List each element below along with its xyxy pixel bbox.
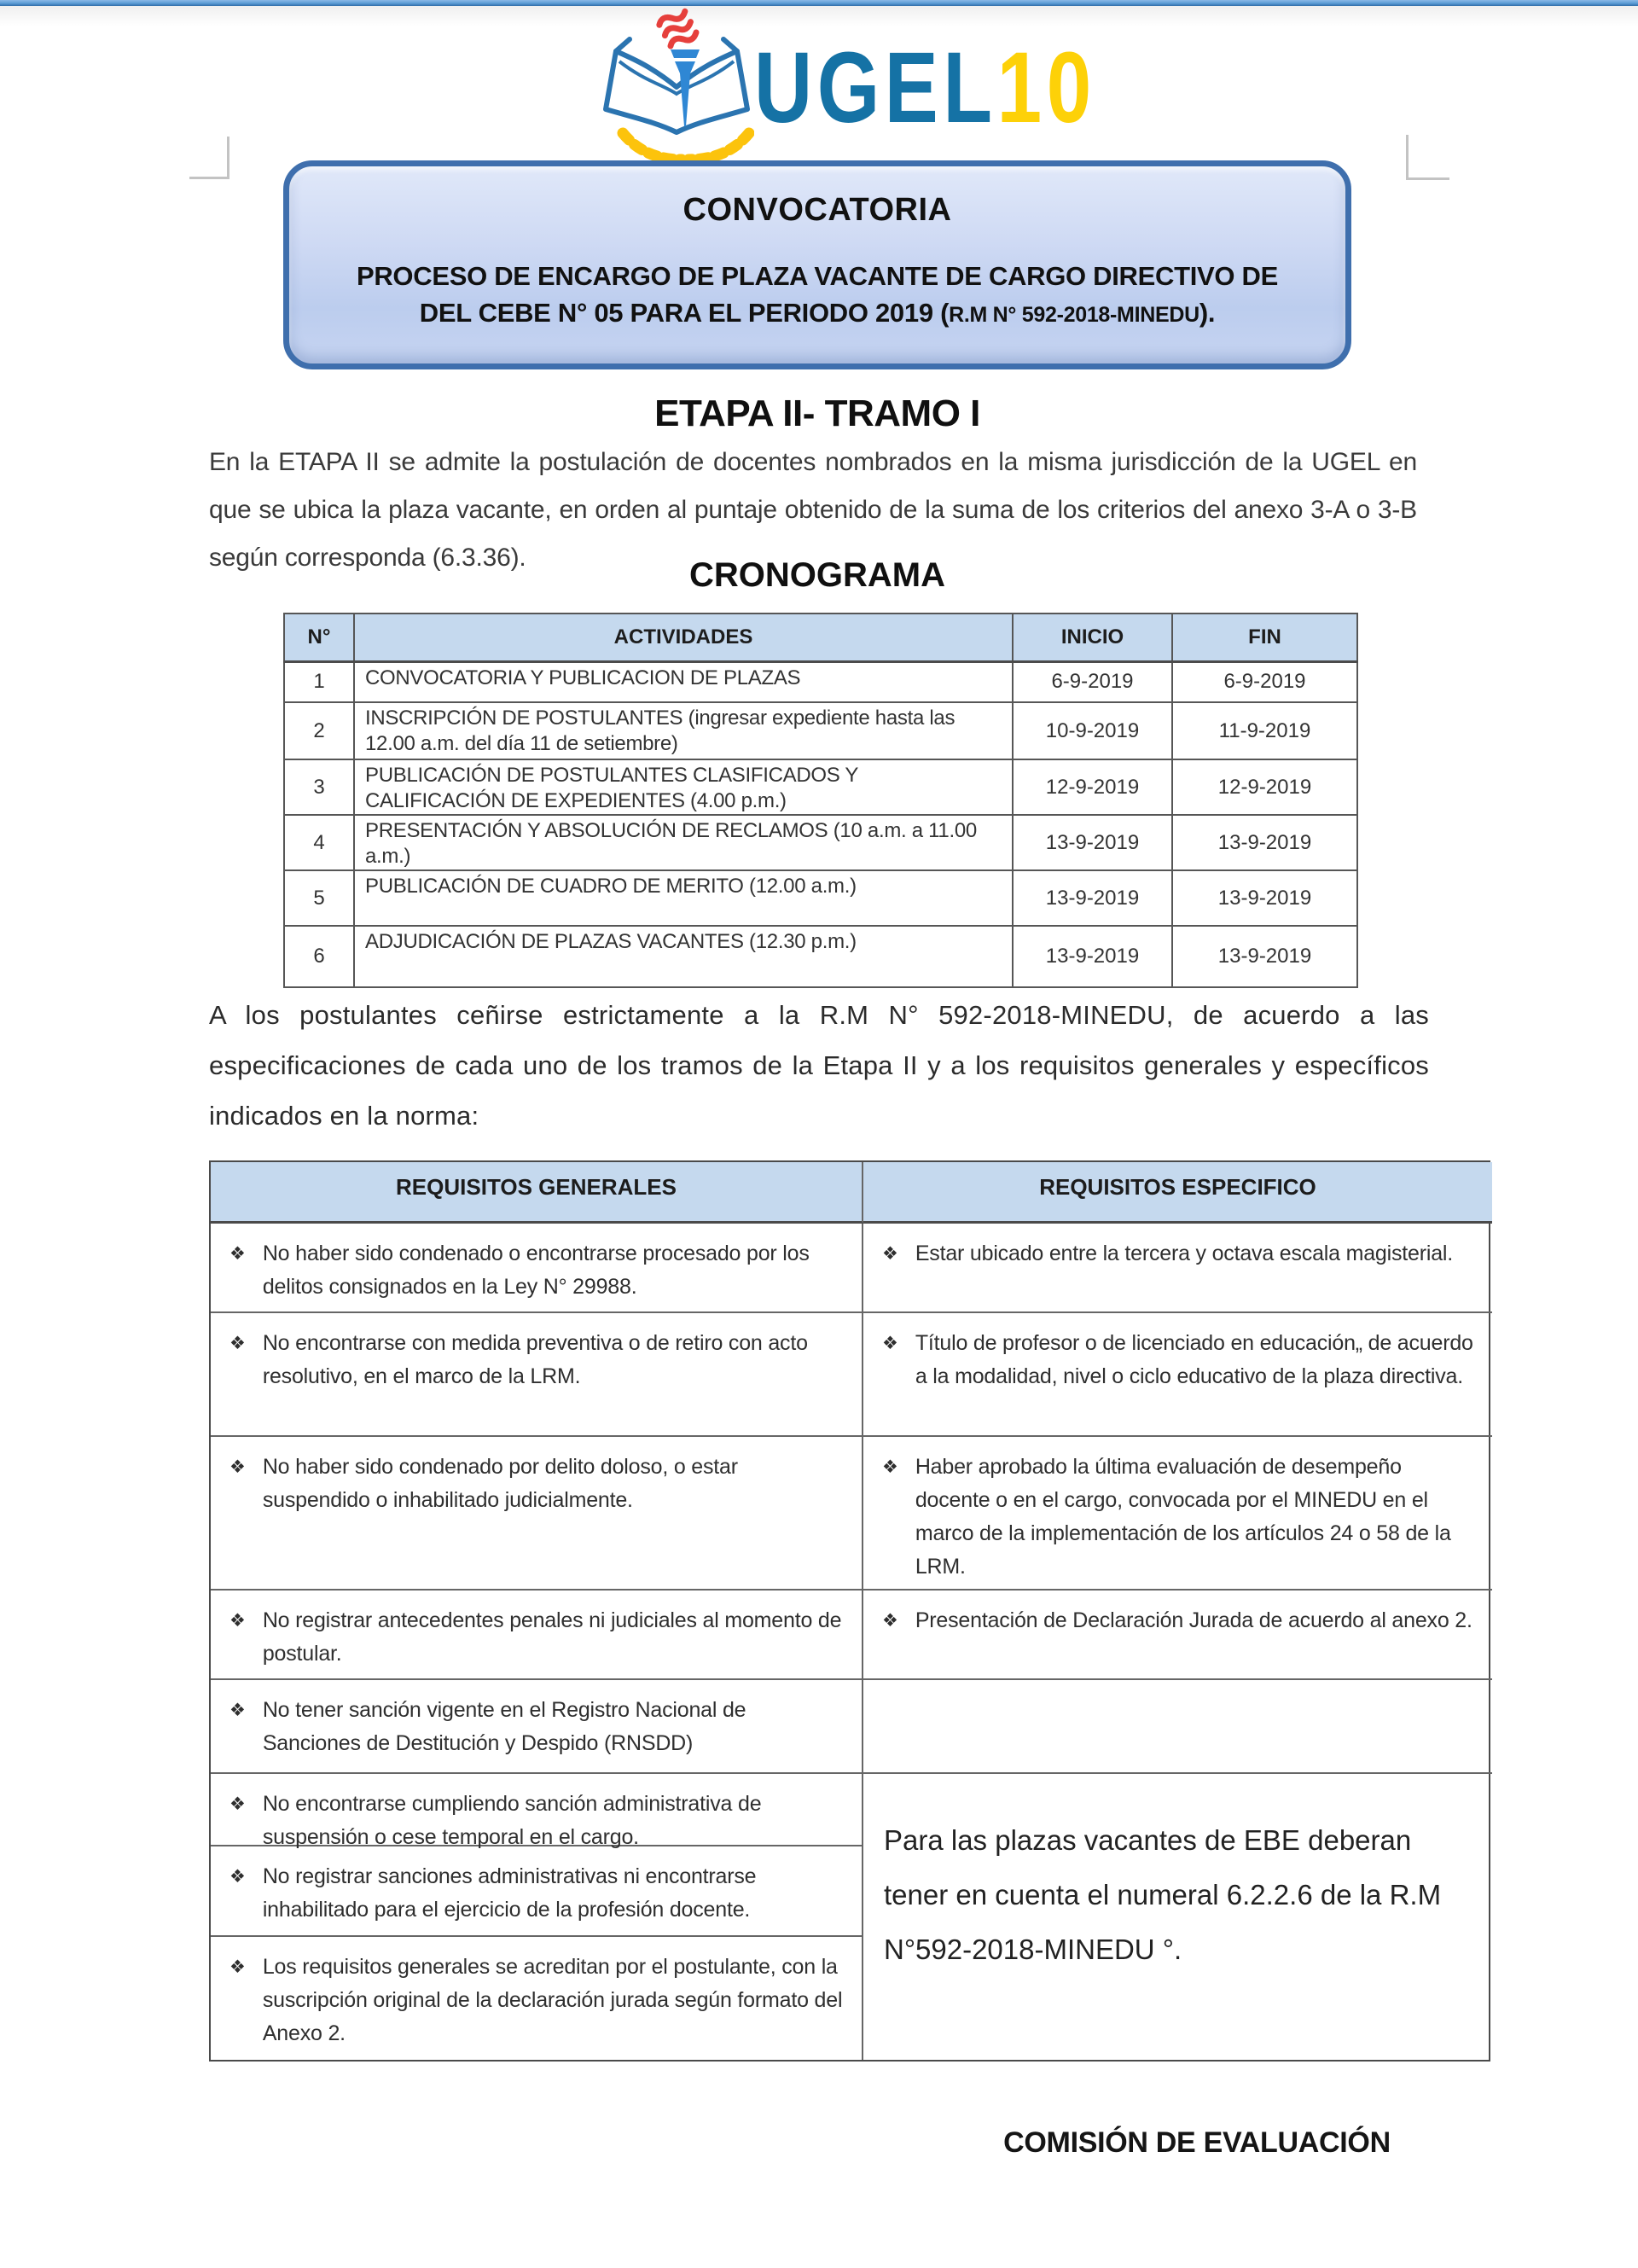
convocatoria-box	[283, 160, 1351, 369]
diamond-bullet-icon: ❖	[229, 1867, 246, 1887]
row-number: 4	[284, 815, 354, 870]
req-especifico-item	[863, 1224, 1492, 1313]
col-header-actividades: ACTIVIDADES	[354, 614, 1013, 661]
diamond-bullet-icon: ❖	[229, 1334, 246, 1353]
subtitle-line1: PROCESO DE ENCARGO DE PLAZA VACANTE DE CARGO DIRECTIVO DE	[356, 261, 1279, 291]
diamond-bullet-icon: ❖	[229, 1611, 246, 1631]
req-general-item	[211, 1846, 863, 1937]
logo-text-10: 10	[996, 32, 1096, 144]
req-text: No haber sido condenado o encontrarse procesado por los delitos consignados en la Ley N° 29988.	[262, 1242, 810, 1299]
ugel-logo-wordmark	[754, 32, 1096, 144]
subtitle-line2-rm: R.M N° 592-2018-MINEDU	[949, 303, 1199, 327]
diamond-bullet-icon: ❖	[229, 1457, 246, 1477]
row-actividad: PUBLICACIÓN DE POSTULANTES CLASIFICADOS Y CALIFICACIÓN DE EXPEDIENTES (4.00 p.m.)	[354, 759, 1013, 815]
row-inicio: 12-9-2019	[1013, 759, 1172, 815]
diamond-bullet-icon: ❖	[882, 1334, 898, 1353]
row-actividad: PRESENTACIÓN Y ABSOLUCIÓN DE RECLAMOS (10 a.m. a 11.00 a.m.)	[354, 815, 1013, 870]
req-header-especifico: REQUISITOS ESPECIFICO	[863, 1162, 1492, 1224]
diamond-bullet-icon: ❖	[229, 1701, 246, 1720]
row-inicio: 10-9-2019	[1013, 702, 1172, 759]
col-header-fin: FIN	[1172, 614, 1357, 661]
table-row	[284, 870, 1357, 926]
row-fin: 11-9-2019	[1172, 702, 1357, 759]
table-row	[284, 815, 1357, 870]
diamond-bullet-icon: ❖	[229, 1794, 246, 1814]
table-row	[284, 926, 1357, 987]
row-number: 1	[284, 661, 354, 702]
logo-text-ugel: UGEL	[754, 32, 997, 144]
req-general-item	[211, 1224, 863, 1313]
req-header-generales: REQUISITOS GENERALES	[211, 1162, 863, 1224]
row-actividad: ADJUDICACIÓN DE PLAZAS VACANTES (12.30 p.m.)	[354, 926, 1013, 987]
top-blue-bar	[0, 0, 1638, 6]
req-general-item	[211, 1680, 863, 1774]
req-text: No tener sanción vigente en el Registro Nacional de Sanciones de Destitución y Despido (RNSDD)	[262, 1698, 746, 1755]
etapa-intro-paragraph: En la ETAPA II se admite la postulación de docentes nombrados en la misma jurisdicción de la UGEL en que se ubica la plaza vacante, en orden al puntaje obtenido de la suma de los criterios del anexo 3-A o 3-B según corresponda (6.3.36).	[209, 448, 1417, 572]
req-text: Los requisitos generales se acreditan por el postulante, con la suscripción original de la declaración jurada según formato del Anexo 2.	[262, 1955, 843, 2045]
row-inicio: 13-9-2019	[1013, 815, 1172, 870]
diamond-bullet-icon: ❖	[229, 1957, 246, 1977]
col-header-inicio: INICIO	[1013, 614, 1172, 661]
diamond-bullet-icon: ❖	[229, 1244, 246, 1264]
row-fin: 13-9-2019	[1172, 926, 1357, 987]
table-row	[284, 661, 1357, 702]
req-text: Presentación de Declaración Jurada de acuerdo al anexo 2.	[915, 1608, 1472, 1632]
row-number: 6	[284, 926, 354, 987]
ugel-book-torch-icon	[599, 5, 754, 166]
req-general-item	[211, 1313, 863, 1437]
cronograma-table	[283, 613, 1358, 988]
cronograma-header-row	[284, 614, 1357, 661]
row-actividad: INSCRIPCIÓN DE POSTULANTES (ingresar expediente hasta las 12.00 a.m. del día 11 de setiembre)	[354, 702, 1013, 759]
req-general-item	[211, 1437, 863, 1591]
col-header-n: N°	[284, 614, 354, 661]
row-inicio: 13-9-2019	[1013, 870, 1172, 926]
subtitle-line2-pre: DEL CEBE N° 05 PARA EL PERIODO 2019 (	[419, 298, 950, 328]
row-inicio: 13-9-2019	[1013, 926, 1172, 987]
diamond-bullet-icon: ❖	[882, 1244, 898, 1264]
table-row	[284, 702, 1357, 759]
table-row	[284, 759, 1357, 815]
req-text: Haber aprobado la última evaluación de desempeño docente o en el cargo, convocada por el MINEDU en el marco de la implementación de los artículos 24 o 58 de la LRM.	[915, 1455, 1451, 1579]
diamond-bullet-icon: ❖	[882, 1457, 898, 1477]
row-number: 3	[284, 759, 354, 815]
subtitle-line2-post: ).	[1199, 298, 1216, 328]
comision-evaluacion-signature: COMISIÓN DE EVALUACIÓN	[1003, 2126, 1391, 2159]
req-text: No haber sido condenado por delito doloso, o estar suspendido o inhabilitado judicialmente.	[262, 1455, 738, 1512]
req-text: No encontrarse cumpliendo sanción administrativa de suspensión o cese temporal en el cargo.	[262, 1792, 762, 1849]
req-especifico-item	[863, 1591, 1492, 1680]
req-especifico-item	[863, 1437, 1492, 1591]
row-actividad: PUBLICACIÓN DE CUADRO DE MERITO (12.00 a.m.)	[354, 870, 1013, 926]
req-especifico-item	[863, 1313, 1492, 1437]
row-fin: 12-9-2019	[1172, 759, 1357, 815]
req-text: Estar ubicado entre la tercera y octava escala magisterial.	[915, 1242, 1454, 1265]
row-number: 2	[284, 702, 354, 759]
row-fin: 6-9-2019	[1172, 661, 1357, 702]
req-especifico-empty-cell	[863, 1680, 1492, 1774]
etapa-heading: ETAPA II- TRAMO I	[654, 393, 980, 434]
req-text: No registrar sanciones administrativas ni encontrarse inhabilitado para el ejercicio de la profesión docente.	[262, 1864, 757, 1922]
req-text: No registrar antecedentes penales ni judiciales al momento de postular.	[262, 1608, 842, 1666]
req-ebe-note: Para las plazas vacantes de EBE deberan tener en cuenta el numeral 6.2.2.6 de la R.M N°592-2018-MINEDU °.	[884, 1824, 1442, 1965]
top-bar-fade	[0, 6, 1638, 26]
row-inicio: 6-9-2019	[1013, 661, 1172, 702]
margin-cropmark-right	[1406, 135, 1449, 180]
requisitos-table	[209, 1160, 1490, 2062]
diamond-bullet-icon: ❖	[882, 1611, 898, 1631]
req-text: No encontrarse con medida preventiva o de retiro con acto resolutivo, en el marco de la LRM.	[262, 1331, 808, 1388]
req-general-item	[211, 1774, 863, 1849]
convocatoria-title: CONVOCATORIA	[682, 192, 952, 228]
cronograma-heading: CRONOGRAMA	[689, 556, 945, 594]
req-text: Título de profesor o de licenciado en educación„ de acuerdo a la modalidad, nivel o ciclo educativo de la plaza directiva.	[915, 1331, 1473, 1388]
postulantes-note-paragraph: A los postulantes ceñirse estrictamente a la R.M N° 592-2018-MINEDU, de acuerdo a las especificaciones de cada uno de los tramos de la Etapa II y a los requisitos generales y específicos indicados en la norma:	[209, 1000, 1429, 1131]
row-fin: 13-9-2019	[1172, 870, 1357, 926]
row-fin: 13-9-2019	[1172, 815, 1357, 870]
req-general-item	[211, 1937, 863, 2060]
req-general-item	[211, 1591, 863, 1680]
margin-cropmark-left	[189, 137, 229, 179]
row-number: 5	[284, 870, 354, 926]
convocatoria-subtitle	[289, 258, 1345, 334]
row-actividad: CONVOCATORIA Y PUBLICACION DE PLAZAS	[354, 661, 1013, 702]
